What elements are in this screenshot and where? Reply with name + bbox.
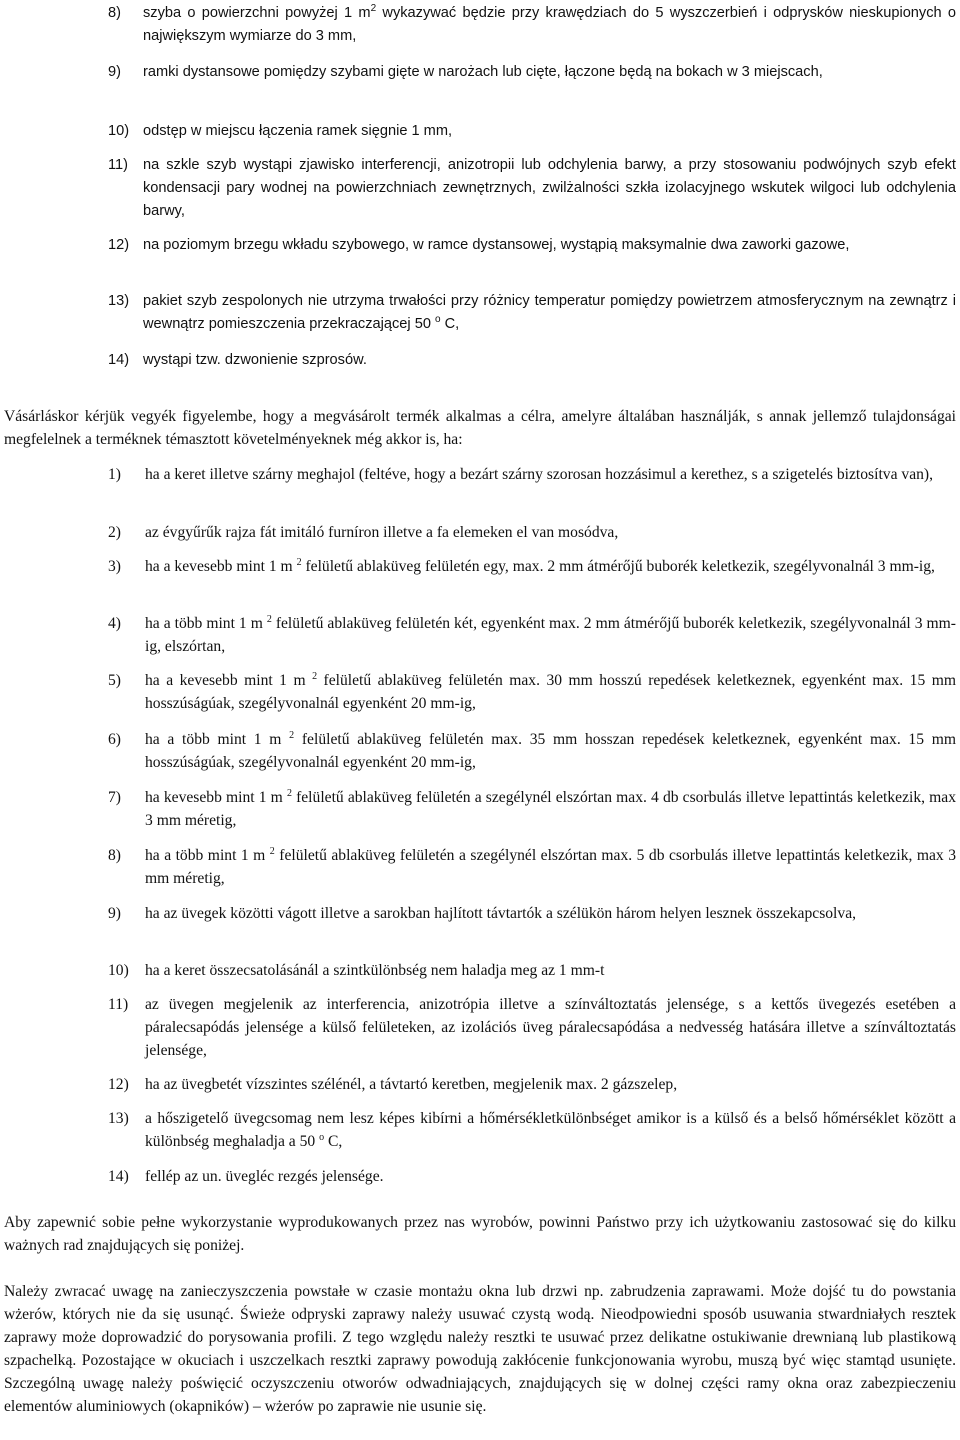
- cleaning-paragraph: Należy zwracać uwagę na zanieczyszczenia powstałe w czasie montażu okna lub drzwi np. zabrudzenia zaprawami. Może dojść tu do powstania wżerów, których nie da się usunąć. Świeże odpryski zaprawy należy usuwać czystą wodą. Nieodpowiedni sposób usuwania stwardniałych resztek zaprawy może doprowadzić do porysowania profili. Z tego względu należy resztki te usuwać przez delikatne ostukiwanie drewnianą lub plastikową szpachelką. Pozostające w okuciach i uszczelkach resztki zaprawy powodują zakłócenie funkcjonowania wyrobu, muszą być więc stamtąd usunięte. Szczególną uwagę należy poświęcić oczyszczeniu otworów odwadniających, znajdujących się w dolnej części ramy okna oraz zabezpieczeniu elementów aluminiowych (okapników) – wżerów po zaprawie nie usunie się.: [4, 1283, 956, 1415]
- hungarian-intro: Vásárláskor kérjük vegyék figyelembe, hogy a megvásárolt termék alkalmas a célra, amelyre általában használják, s annak jellemző tulajdonságai megfelelnek a terméknek témasztott követelményeknek még akkor is, ha:: [4, 408, 956, 448]
- list-text: ha az üvegbetét vízszintes szélénél, a távtartó keretben, megjelenik max. 2 gázszelep,: [145, 1076, 678, 1093]
- list-number: 13): [108, 293, 130, 309]
- list-number: 5): [108, 672, 121, 689]
- list-number: 7): [108, 789, 121, 806]
- list-item: [108, 669, 956, 715]
- advice-paragraph: Aby zapewnić sobie pełne wykorzystanie wyprodukowanych przez nas wyrobów, powinni Państwo przy ich użytkowaniu zastosować się do kilku ważnych rad znajdujących się poniżej.: [4, 1214, 956, 1254]
- list-text: ha a több mint 1 m $^2$ felületű ablaküveg felületén két, egyenként max. 2 mm átmérőjű buborék keletkezik, szegélyvonalnál 3 mm-ig, elszórtan,: [145, 614, 956, 655]
- list-item: [108, 349, 956, 372]
- list-item: [108, 902, 956, 925]
- list-item: [108, 959, 956, 982]
- list-text: az évgyűrűk rajza fát imitáló furníron illetve a fa elemeken el van mosódva,: [145, 524, 619, 541]
- list-item: [108, 2, 956, 48]
- list-number: 11): [108, 996, 129, 1013]
- list-item: [108, 1107, 956, 1153]
- list-number: 10): [108, 123, 130, 139]
- list-text: ha kevesebb mint 1 m $^2$ felületű ablaküveg felületén a szegélynél elszórtan max. 4 db csorbulás illetve lepattintás keletkezik, max 3 mm méretig,: [145, 788, 956, 829]
- list-number: 12): [108, 237, 130, 253]
- list-text: ha a több mint 1 m $^2$ felületű ablaküveg felületén a szegélynél elszórtan max. 5 db csorbulás illetve lepattintás keletkezik, max 3 mm méretig,: [145, 846, 956, 887]
- list-number: 14): [108, 1168, 129, 1185]
- list-item: [108, 120, 956, 143]
- list-text: ramki dystansowe pomiędzy szybami gięte w narożach lub cięte, łączone będą na bokach w 3 miejscach,: [143, 64, 823, 80]
- list-item: [108, 993, 956, 1062]
- list-item: [108, 463, 956, 486]
- list-item: [108, 234, 956, 257]
- list-text: ha a több mint 1 m $^2$ felületű ablaküveg felületén max. 35 mm hosszan repedések keletkeznek, egyenként max. 15 mm hosszúságúak, szegélyvonalnál egyenként 20 mm-ig,: [145, 730, 956, 771]
- list-text: ha az üvegek közötti vágott illetve a sarokban hajlított távtartók a szélükön három helyen lesznek összekapcsolva,: [145, 905, 857, 922]
- list-text: szyba o powierzchni powyżej 1 $m^2$ wykazywać będzie przy krawędziach do 5 wyszczerbień i odprysków nieskupionych o największym wymiarze do 3 mm,: [143, 3, 957, 44]
- list-number: 11): [108, 157, 129, 173]
- list-text: ha a keret illetve szárny meghajol (feltéve, hogy a bezárt szárny szorosan hozzásimul a kerethez, s a szigetelés biztosítva van),: [145, 466, 934, 483]
- list-item: [108, 521, 956, 544]
- list-item: [108, 154, 956, 223]
- list-text: az üvegen megjelenik az interferencia, anizotrópia illetve a színváltoztatás jelensége, s a kettős üvegezés esetében a páralecsapódás jelensége a külső felületeken, az izolációs üveg páralecsapódása a nedvesség hatására illetve a színváltoztatás jelensége,: [145, 996, 956, 1059]
- list-number: 10): [108, 962, 129, 979]
- list-number: 9): [108, 64, 121, 80]
- list-item: [108, 1165, 956, 1188]
- list-number: 13): [108, 1110, 129, 1127]
- list-number: 2): [108, 524, 121, 541]
- list-item: [108, 1073, 956, 1096]
- list-item: [108, 290, 956, 336]
- list-item: [108, 786, 956, 832]
- list-text: na poziomym brzegu wkładu szybowego, w ramce dystansowej, wystąpią maksymalnie dwa zaworki gazowe,: [143, 237, 850, 253]
- list-text: a hőszigetelő üvegcsomag nem lesz képes kibírni a hőmérsékletkülönbséget amikor is a külső és a belső hőmérséklet között a különbség meghaladja a 50 $^o$ C,: [145, 1110, 956, 1150]
- list-number: 14): [108, 352, 130, 368]
- list-number: 6): [108, 731, 121, 748]
- list-item: [108, 612, 956, 658]
- list-item: [108, 555, 956, 578]
- list-text: wystąpi tzw. dzwonienie szprosów.: [143, 352, 367, 368]
- list-item: [108, 844, 956, 890]
- list-item: [108, 728, 956, 774]
- list-number: 8): [108, 847, 121, 864]
- list-text: odstęp w miejscu łączenia ramek sięgnie 1 mm,: [143, 123, 453, 139]
- list-text: fellép az un. üvegléc rezgés jelensége.: [145, 1168, 384, 1185]
- list-number: 1): [108, 466, 121, 483]
- list-number: 3): [108, 558, 121, 575]
- list-item: [108, 61, 956, 84]
- list-text: ha a keret összecsatolásánál a szintkülönbség nem haladja meg az 1 mm-t: [145, 962, 605, 979]
- list-text: ha a kevesebb mint 1 m $^2$ felületű ablaküveg felületén egy, max. 2 mm átmérőjű buborék keletkezik, szegélyvonalnál 3 mm-ig,: [145, 557, 935, 575]
- list-number: 8): [108, 5, 121, 21]
- list-number: 9): [108, 905, 121, 922]
- list-text: ha a kevesebb mint 1 m $^2$ felületű ablaküveg felületén max. 30 mm hosszú repedések keletkeznek, egyenként max. 15 mm hosszúságúak, szegélyvonalnál egyenként 20 mm-ig,: [145, 671, 956, 712]
- list-number: 12): [108, 1076, 129, 1093]
- list-number: 4): [108, 615, 121, 632]
- list-text: na szkle szyb wystąpi zjawisko interferencji, anizotropii lub odchylenia barwy, a przy stosowaniu podwójnych szyb efekt kondensacji pary wodnej na powierzchniach zewnętrznych, zwilżalności szkła izolacyjnego wskutek wilgoci lub odchylenia barwy,: [143, 157, 956, 219]
- list-text: pakiet szyb zespolonych nie utrzyma trwałości przy różnicy temperatur pomiędzy powietrzem atmosferycznym na zewnątrz i wewnątrz pomieszczenia przekraczającej 50 $^o$ C,: [143, 293, 956, 332]
